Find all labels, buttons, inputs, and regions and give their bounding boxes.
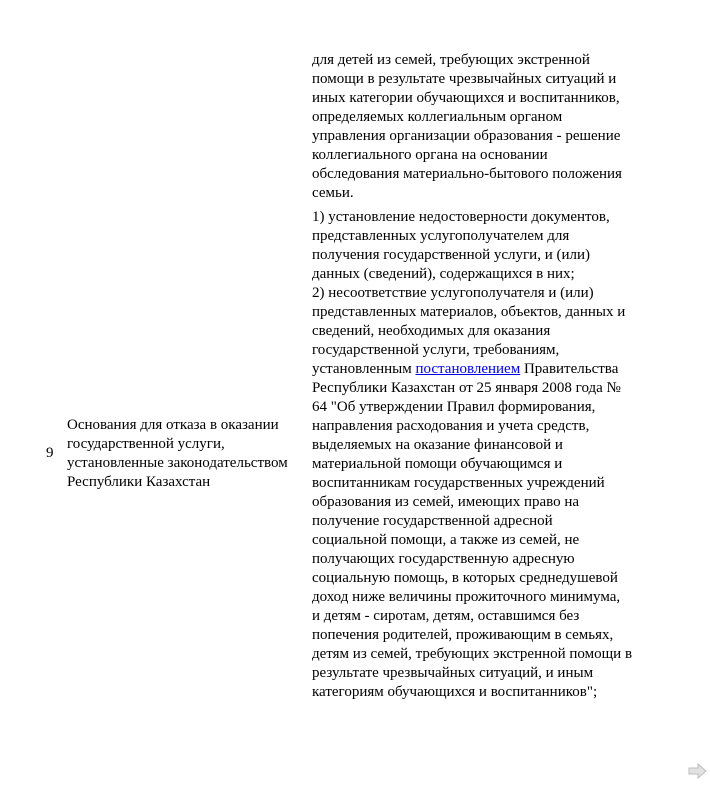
text-line: государственной услуги, — [67, 436, 225, 452]
text-line: сведений, необходимых для оказания — [312, 323, 551, 339]
arrow-right-icon — [688, 763, 708, 779]
text-line: 2) несоответствие услугополучателя и (или) — [312, 285, 594, 301]
text-line: Республики Казахстан от 25 января 2008 года № — [312, 380, 621, 396]
text-line: государственной услуги, требованиям, — [312, 342, 560, 358]
text-line: попечения родителей, проживающим в семьях, — [312, 627, 614, 643]
text-line: и детям - сиротам, детям, оставшимся без — [312, 608, 580, 624]
text-line: воспитанникам государственных учреждений — [312, 475, 605, 491]
next-page-button[interactable] — [688, 763, 708, 779]
text-line: социальной помощи, а также из семей, не — [312, 532, 580, 548]
text-line-with-link — [312, 360, 660, 379]
text-line: 1) установление недостоверности документов, — [312, 209, 610, 225]
text-line: направления расходования и учета средств, — [312, 418, 590, 434]
text-line: социальную помощь, в которых среднедушевой — [312, 570, 618, 586]
link-suffix: Правительства — [520, 361, 619, 377]
text-line: семьи. — [312, 185, 354, 201]
text-line: получающих государственную адресную — [312, 551, 575, 567]
text-line: представленных услугополучателем для — [312, 228, 570, 244]
text-line: образования из семей, имеющих право на — [312, 494, 580, 510]
text-line: определяемых коллегиальным органом — [312, 109, 563, 125]
text-line: Основания для отказа в оказании — [67, 417, 279, 433]
link-prefix: установленным — [312, 361, 416, 377]
text-line: помощи в результате чрезвычайных ситуаций и — [312, 71, 617, 87]
text-line: иных категории обучающихся и воспитанников, — [312, 90, 620, 106]
text-line: представленных материалов, объектов, данных и — [312, 304, 626, 320]
text-line: обследования материально-бытового положения — [312, 166, 622, 182]
text-line: категориям обучающихся и воспитанников"; — [312, 684, 598, 700]
text-line: результате чрезвычайных ситуаций, и иным — [312, 665, 594, 681]
text-line: коллегиального органа на основании — [312, 147, 548, 163]
text-line: установленные законодательством — [67, 455, 288, 471]
text-line: данных (сведений), содержащихся в них; — [312, 266, 575, 282]
text-line: для детей из семей, требующих экстренной — [312, 52, 590, 68]
text-line: материальной помощи обучающимся и — [312, 456, 563, 472]
text-line: управления организации образования - решение — [312, 128, 621, 144]
row-number: 9 — [46, 445, 54, 461]
text-line: Республики Казахстан — [67, 474, 211, 490]
row-value — [312, 208, 660, 702]
text-line: получение государственной адресной — [312, 513, 553, 529]
text-line: детям из семей, требующих экстренной помощи в — [312, 646, 633, 662]
resolution-link[interactable]: постановлением — [415, 361, 521, 377]
text-line: доход ниже величины прожиточного минимума, — [312, 589, 621, 605]
text-line: 64 "Об утверждении Правил формирования, — [312, 399, 596, 415]
row-label — [67, 416, 312, 492]
text-line: получения государственной услуги, и (или) — [312, 247, 591, 263]
text-line: выделяемых на оказание финансовой и — [312, 437, 563, 453]
